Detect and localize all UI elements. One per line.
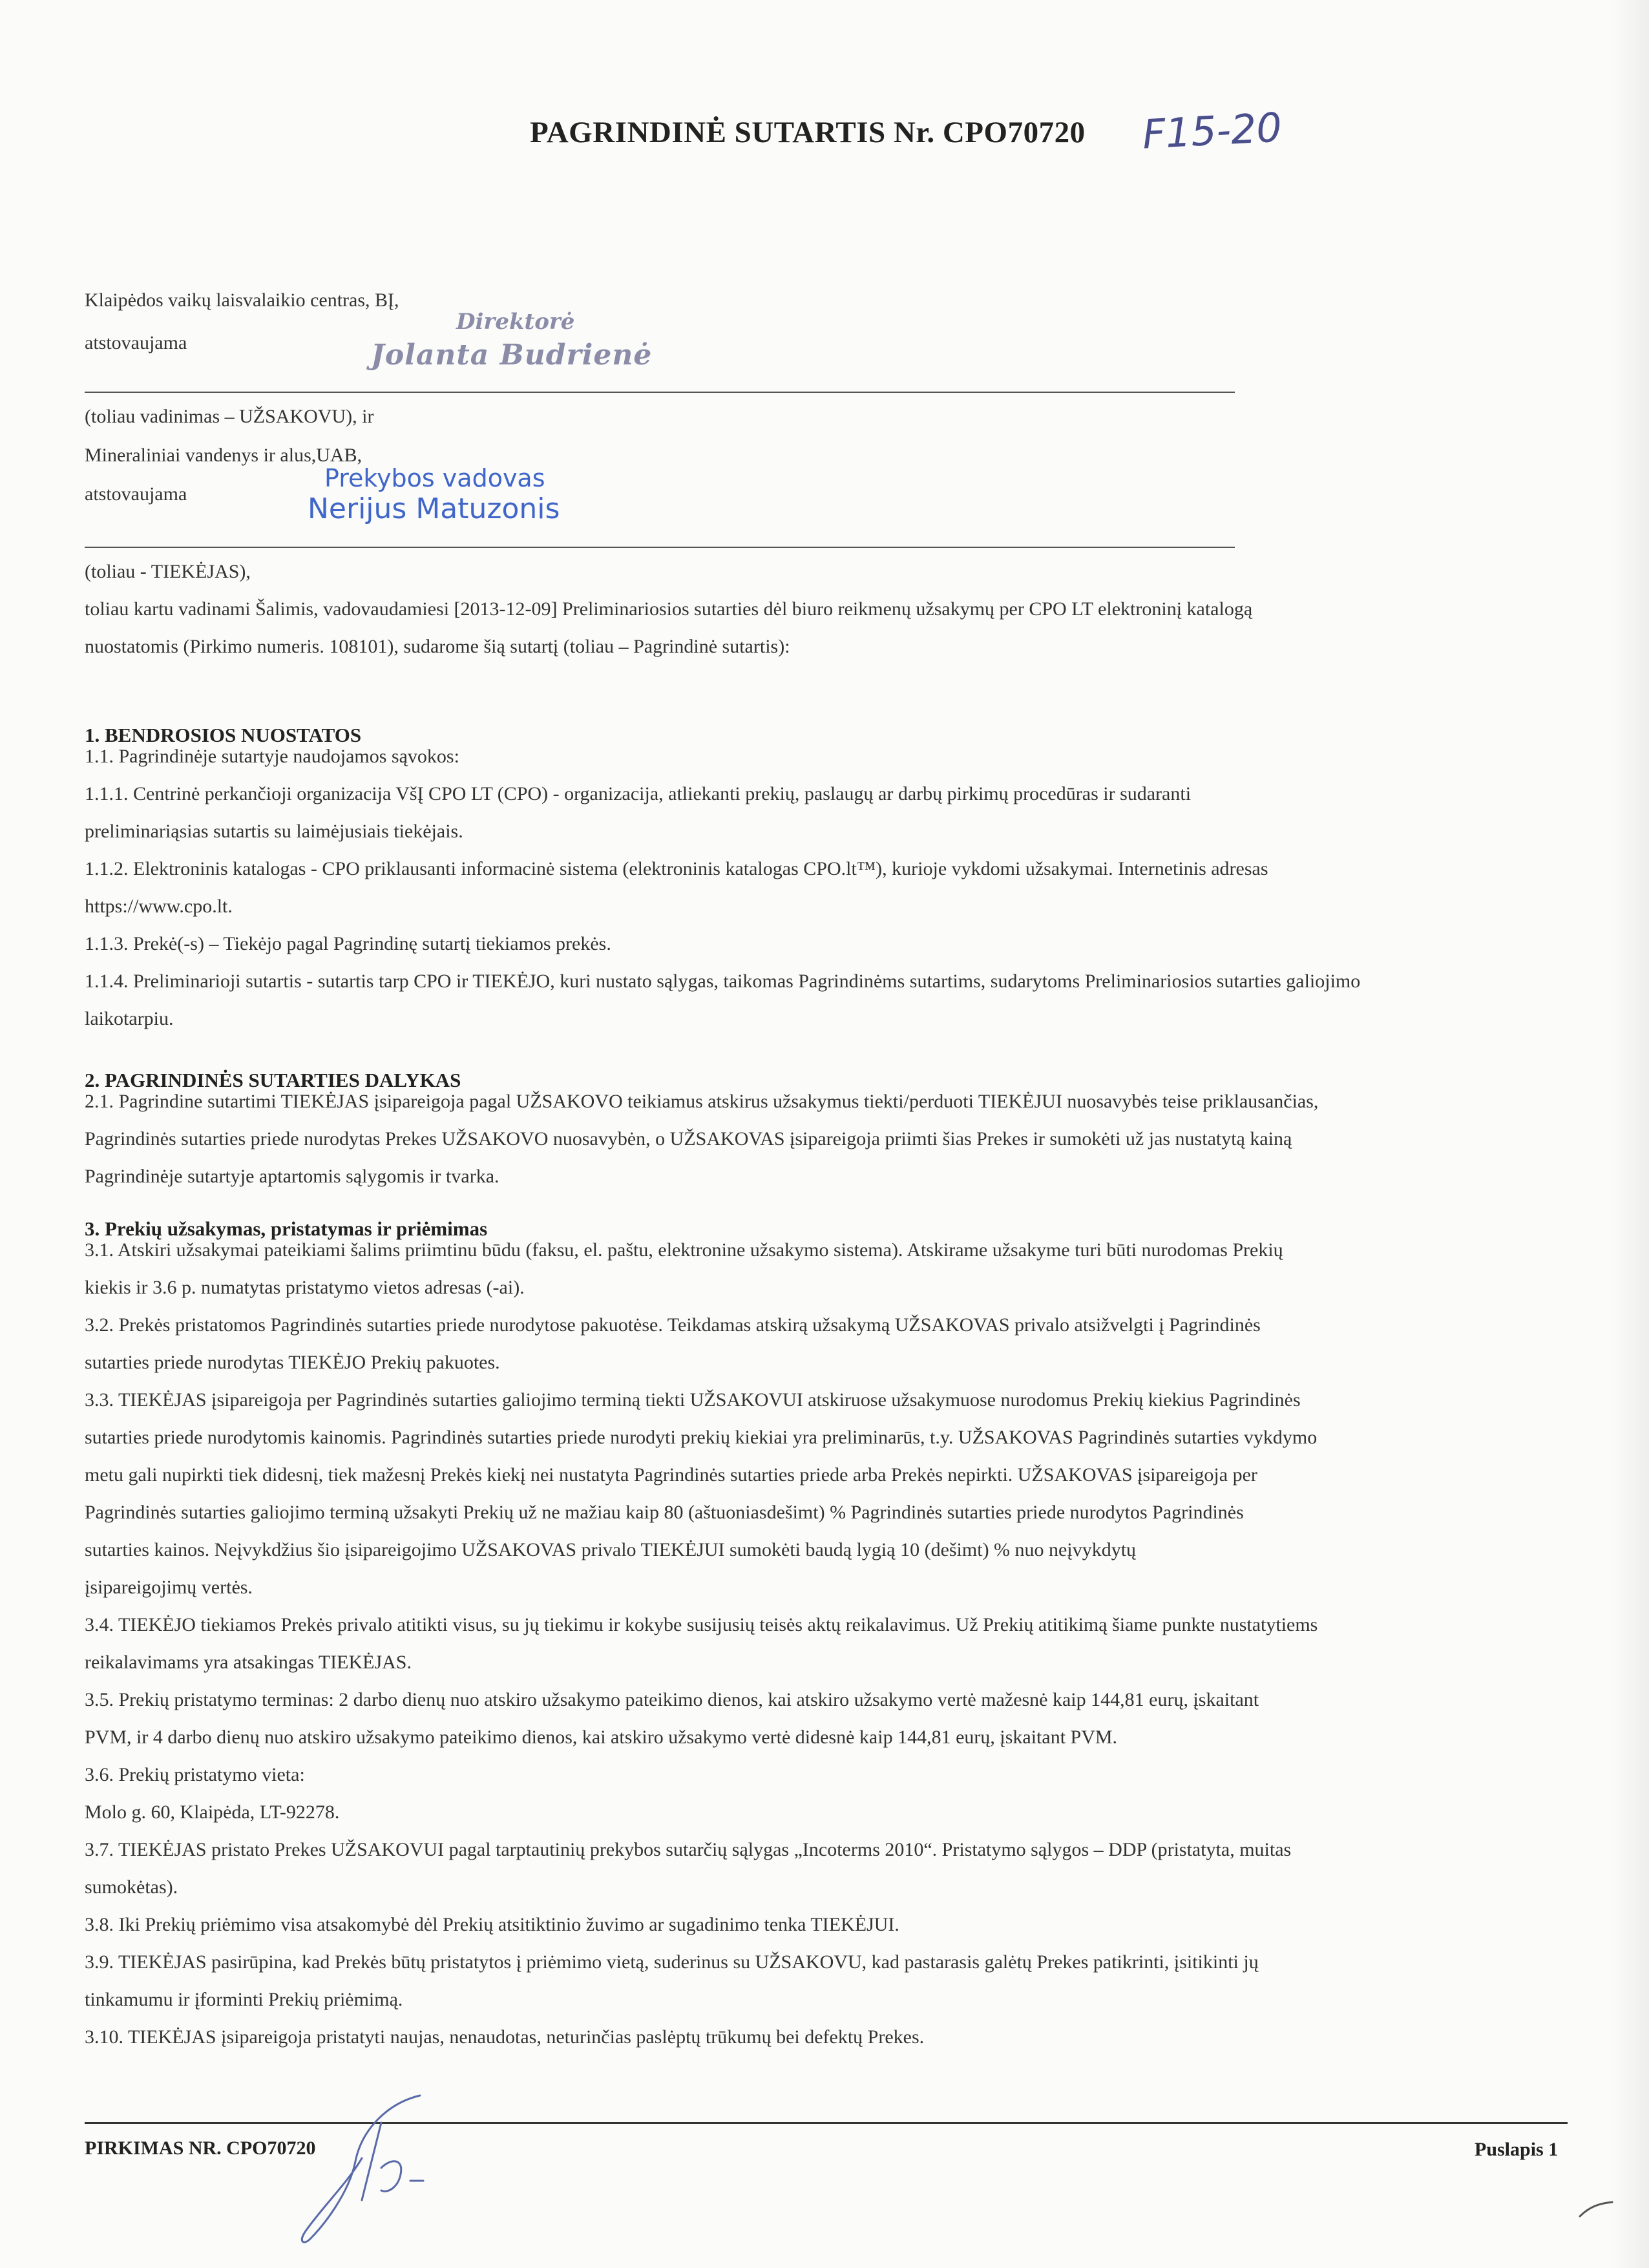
handwritten-signature: [284, 2084, 452, 2252]
paragraph-line: sutarties kainos. Neįvykdžius šio įsipareigojimo UŽSAKOVAS privalo TIEKĖJUI sumokėti baudą lygią 10 (dešimt) % nuo neįvykdytų: [85, 1539, 1137, 1560]
paragraph-line: 3.8. Iki Prekių priėmimo visa atsakomybė dėl Prekių atsitiktinio žuvimo ar sugadinimo tenka TIEKĖJUI.: [85, 1914, 899, 1935]
paragraph-line: 3.2. Prekės pristatomos Pagrindinės sutarties priede nurodytose pakuotėse. Teikdamas atskirą užsakymą UŽSAKOVAS privalo atsižvelgti į Pagrindinės: [85, 1314, 1261, 1336]
paragraph-line: sutarties priede nurodytomis kainomis. Pagrindinės sutarties priede nurodyti prekių kiekiai yra preliminarūs, t.y. UŽSAKOVAS Pagrindinės sutarties vykdymo: [85, 1427, 1318, 1448]
supplier-represented: atstovaujama: [85, 483, 187, 505]
supplier-stamp-name: Nerijus Matuzonis: [308, 492, 560, 525]
section-1-body: [85, 738, 1360, 1038]
paragraph-line: kiekis ir 3.6 p. numatytas pristatymo vietos adresas (-ai).: [85, 1277, 525, 1298]
paragraph-line: 1.1.3. Prekė(-s) – Tiekėjo pagal Pagrindinę sutartį tiekiamos prekės.: [85, 933, 611, 954]
paragraph-line: https://www.cpo.lt.: [85, 896, 233, 917]
paragraph-line: 1.1.1. Centrinė perkančioji organizacija VšĮ CPO LT (CPO) - organizacija, atliekanti prekių, paslaugų ar darbų pirkimų procedūras ir sudaranti: [85, 783, 1192, 804]
paragraph-line: sutarties priede nurodytas TIEKĖJO Prekių pakuotes.: [85, 1352, 500, 1373]
supplier-line: Mineraliniai vandenys ir alus,UAB,: [85, 445, 362, 466]
intro-line-2: nuostatomis (Pirkimo numeris. 108101), sudarome šią sutartį (toliau – Pagrindinė sutartis):: [85, 636, 790, 657]
paragraph-line: 3.10. TIEKĖJAS įsipareigoja pristatyti naujas, nenaudotas, neturinčias paslėptų trūkumų bei defektų Prekes.: [85, 2026, 925, 2048]
scan-edge-shadow: [1610, 0, 1649, 2268]
section-1-heading: 1. BENDROSIOS NUOSTATOS: [85, 724, 362, 746]
paragraph-line: sumokėtas).: [85, 1876, 178, 1898]
paragraph-line: įsipareigojimų vertės.: [85, 1577, 253, 1598]
paragraph-line: 3.4. TIEKĖJO tiekiamos Prekės privalo atitikti visus, su jų tiekimu ir kokybe susijusių teisės aktų reikalavimus. Už Prekių atitikimą šiame punkte nustatytiems: [85, 1614, 1318, 1635]
supplier-referred: (toliau - TIEKĖJAS),: [85, 561, 251, 582]
paragraph-line: preliminariąsias sutartis su laimėjusiais tiekėjais.: [85, 821, 463, 842]
section-3-heading: 3. Prekių užsakymas, pristatymas ir priėmimas: [85, 1217, 488, 1240]
footer-purchase-number: PIRKIMAS NR. CPO70720: [85, 2137, 316, 2159]
paragraph-line: 1.1.2. Elektroninis katalogas - CPO priklausanti informacinė sistema (elektroninis katalogas CPO.lt™), kurioje vykdomi užsakymai. Internetinis adresas: [85, 858, 1268, 879]
paragraph-line: Pagrindinėje sutartyje aptartomis sąlygomis ir tvarka.: [85, 1166, 499, 1187]
paragraph-line: 1.1. Pagrindinėje sutartyje naudojamos sąvokos:: [85, 746, 459, 767]
paragraph-line: laikotarpiu.: [85, 1008, 174, 1029]
paragraph-line: 2.1. Pagrindine sutartimi TIEKĖJAS įsipareigoja pagal UŽSAKOVO teikiamus atskirus užsakymus tiekti/perduoti TIEKĖJUI nuosavybės teise priklausančias,: [85, 1091, 1319, 1112]
paragraph-line: PVM, ir 4 darbo dienų nuo atskiro užsakymo pateikimo dienos, kai atskiro užsakymo vertė didesnė kaip 144,81 eurų, įskaitant PVM.: [85, 1727, 1118, 1748]
paragraph-line: 3.9. TIEKĖJAS pasirūpina, kad Prekės būtų pristatytos į priėmimo vietą, suderinus su UŽSAKOVU, kad pastarasis galėtų Prekes patikrinti, įsitikinti jų: [85, 1951, 1259, 1973]
paragraph-line: 3.7. TIEKĖJAS pristato Prekes UŽSAKOVUI pagal tarptautinių prekybos sutarčių sąlygas „Incoterms 2010“. Pristatymo sąlygos – DDP (pristatyta, muitas: [85, 1839, 1292, 1860]
customer-referred: (toliau vadinimas – UŽSAKOVU), ir: [85, 406, 374, 427]
section-2-heading: 2. PAGRINDINĖS SUTARTIES DALYKAS: [85, 1069, 461, 1091]
paragraph-line: metu gali nupirkti tiek didesnį, tiek mažesnį Prekės kiekį nei nustatyta Pagrindinės sutarties priede arba Prekės nepirkti. UŽSAKOVAS įsipareigoja per: [85, 1464, 1257, 1486]
paragraph-line: Pagrindinės sutarties priede nurodytas Prekes UŽSAKOVO nuosavybėn, o UŽSAKOVAS įsipareigoja priimti šias Prekes ir sumokėti už jas nustatytą kainą: [85, 1128, 1292, 1150]
paragraph-line: 1.1.4. Preliminarioji sutartis - sutartis tarp CPO ir TIEKĖJO, kuri nustato sąlygas, taikomas Pagrindinėms sutartims, sudarytoms Preliminariosios sutarties galiojimo: [85, 971, 1361, 992]
customer-line: Klaipėdos vaikų laisvalaikio centras, BĮ,: [85, 289, 399, 311]
paragraph-line: 3.3. TIEKĖJAS įsipareigoja per Pagrindinės sutarties galiojimo terminą tiekti UŽSAKOVUI atskiruose užsakymuose nurodomus Prekių kiekius Pagrindinės: [85, 1389, 1301, 1411]
supplier-stamp-role: Prekybos vadovas: [324, 464, 545, 492]
signature-line-customer: [85, 392, 1235, 393]
signature-line-supplier: [85, 547, 1235, 548]
paragraph-line: tinkamumu ir įforminti Prekių priėmimą.: [85, 1989, 403, 2010]
customer-stamp-name: Jolanta Budrienė: [371, 339, 653, 372]
paragraph-line: 3.5. Prekių pristatymo terminas: 2 darbo dienų nuo atskiro užsakymo pateikimo dienos, kai atskiro užsakymo vertė mažesnė kaip 144,81 eurų, įskaitant: [85, 1689, 1259, 1710]
paragraph-line: reikalavimams yra atsakingas TIEKĖJAS.: [85, 1652, 412, 1673]
scan-corner-mark: [1577, 2197, 1615, 2223]
customer-represented: atstovaujama: [85, 332, 187, 353]
paragraph-line: 3.1. Atskiri užsakymai pateikiami šalims priimtinu būdu (faksu, el. paštu, elektronine užsakymo sistema). Atskirame užsakyme turi būti nurodomas Prekių: [85, 1239, 1283, 1261]
paragraph-line: 3.6. Prekių pristatymo vieta:: [85, 1764, 305, 1785]
document-title: PAGRINDINĖ SUTARTIS Nr. CPO70720: [530, 116, 1086, 149]
section-2-body: [85, 1083, 1318, 1195]
paragraph-line: Molo g. 60, Klaipėda, LT-92278.: [85, 1801, 340, 1823]
section-3-body: [85, 1232, 1318, 2056]
customer-stamp-role: Direktorė: [456, 309, 575, 335]
paragraph-line: Pagrindinės sutarties galiojimo terminą užsakyti Prekių už ne mažiau kaip 80 (aštuoniasdešimt) % Pagrindinės sutarties priede nurodytos Pagrindinės: [85, 1502, 1244, 1523]
footer-page-number: Puslapis 1: [1475, 2139, 1559, 2160]
intro-line-1: toliau kartu vadinami Šalimis, vadovaudamiesi [2013-12-09] Preliminariosios sutarties dėl biuro reikmenų užsakymų per CPO LT elektroninį katalogą: [85, 598, 1253, 620]
handwritten-note: F15-20: [1141, 103, 1283, 158]
